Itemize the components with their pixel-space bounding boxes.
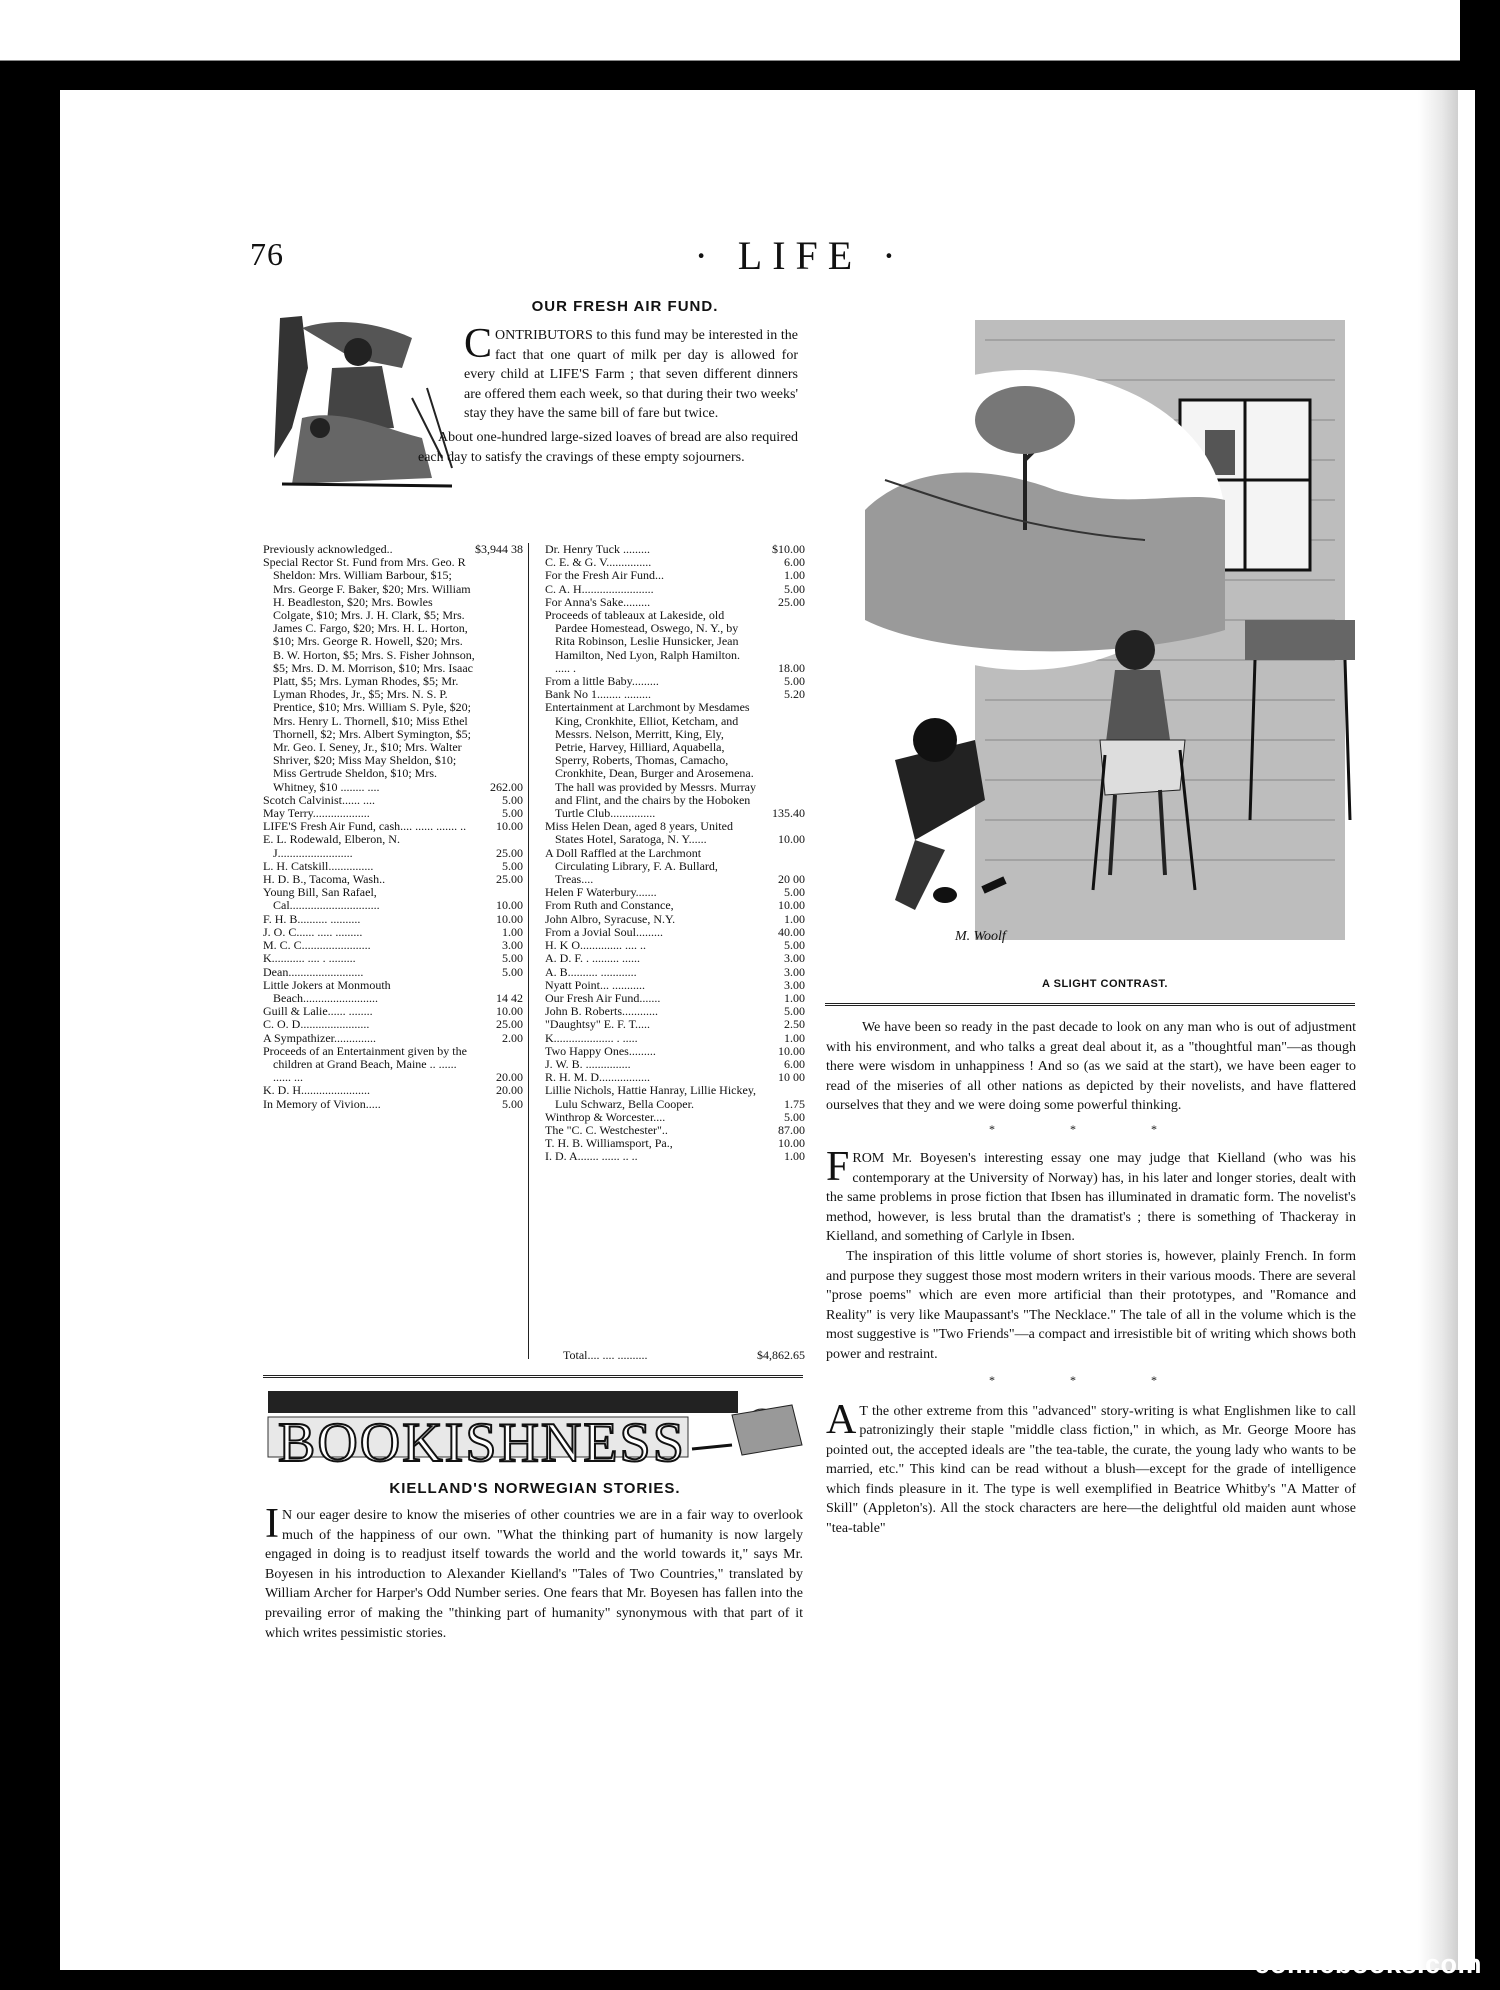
ledger-label: R. H. M. D................. xyxy=(545,1071,651,1085)
ledger-amount: 5.00 xyxy=(784,885,805,900)
ledger-label: H. D. B., Tacoma, Wash.. xyxy=(263,873,386,887)
ledger-row xyxy=(545,583,805,596)
ledger-label: Miss Helen Dean, aged 8 years, United States Hotel, Saratoga, N. Y...... xyxy=(545,820,733,847)
ledger-row xyxy=(545,1084,805,1110)
ledger-label: M. C. C....................... xyxy=(263,939,371,953)
ledger-amount: 5.00 xyxy=(502,964,523,979)
ledger-label: Our Fresh Air Fund....... xyxy=(545,991,661,1005)
fund-intro-text: ONTRIBUTORS to this fund may be interested in the fact that one quart of milk per day is allowed for every child at LIFE'S Farm ; that seven different dinners are offered them each week, so that during their two weeks' stay they have the same bill of fare but twice. xyxy=(464,328,798,422)
ledger-amount: 5.00 xyxy=(502,792,523,807)
ledger-amount: 5.00 xyxy=(784,1109,805,1124)
ledger-row xyxy=(263,1032,523,1045)
ledger-row xyxy=(263,556,523,794)
ledger-label: Proceeds of tableaux at Lakeside, old Pardee Homestead, Oswego, N. Y., by Rita Robinson, Leslie Hunsicker, Jean Hamilton, Ned Lyon, Ralph Hamilton. ..... . xyxy=(545,609,740,675)
right-p2: ROM Mr. Boyesen's interesting essay one may judge that Kielland (who was his contemporary at the University of Norway) has, in his later and longer stories, dealt with the same problems in prose fiction that Ibsen has illuminated in dramatic form. The novelist's method, however, is less brutal than the dramatist's ; there is something of Thackeray in Kielland, and something of Carlyle in Ibsen. xyxy=(826,1150,1356,1245)
ledger-label: Young Bill, San Rafael, Cal.............................. xyxy=(263,886,380,913)
ledger-row xyxy=(263,1018,523,1031)
ledger-label: J. W. B. ............... xyxy=(545,1057,631,1071)
ledger-label: From a little Baby......... xyxy=(545,675,659,689)
ledger-amount: 1.75 xyxy=(784,1096,805,1111)
ledger-label: Bank No 1........ ......... xyxy=(545,688,651,702)
ledger-amount: 1.00 xyxy=(784,990,805,1005)
ledger-row xyxy=(263,939,523,952)
ledger-row xyxy=(545,992,805,1005)
ledger-label: E. L. Rodewald, Elberon, N. J......................... xyxy=(263,833,400,860)
ledger-amount: 5.00 xyxy=(502,951,523,966)
ledger-row xyxy=(263,1098,523,1111)
ledger-label: J. O. C...... ..... ......... xyxy=(263,925,363,939)
right-p1: We have been so ready in the past decade to look on any man who is out of adjustment with his environment, and who talks a great deal about it, as a "thoughtful man"—as though there were wisdom in unhappiness ! And so (as we said at the start), we have been eager to read of the miseries of all other nations as depicted by their novelists, and have flattered ourselves that they and we were doing some powerful thinking. xyxy=(826,1020,1356,1114)
ledger-label: Entertainment at Larchmont by Mesdames King, Cronkhite, Elliot, Ketcham, and Messrs. Nelson, Merritt, King, Ely, Petrie, Harvey, Hilliard, Aquabella, Sperry, Roberts, Thomas, Camacho, Cronkhite, Dean, Burger and Arosemena. The hall was provided by Messrs. Murray and Flint, and the chairs by the Hoboken Turtle Club............... xyxy=(545,701,756,821)
ledger-label: John B. Roberts............ xyxy=(545,1005,659,1019)
ledger-row xyxy=(545,701,805,820)
ledger-amount: 1.00 xyxy=(784,568,805,583)
ledger-label: Guill & Lalie...... ........ xyxy=(263,1005,373,1019)
ledger-row xyxy=(263,833,523,859)
ledger-row xyxy=(545,847,805,887)
illustration-caption: A SLIGHT CONTRAST. xyxy=(1042,978,1168,990)
ledger-amount: 10.00 xyxy=(496,911,523,926)
ledger-label: L. H. Catskill............... xyxy=(263,859,374,873)
ledger-amount: 10 00 xyxy=(778,1070,805,1085)
ledger-row xyxy=(545,886,805,899)
ledger-label: Lillie Nichols, Hattie Hanray, Lillie Hickey, Lulu Schwarz, Bella Cooper. xyxy=(545,1084,757,1111)
ledger-amount: 6.00 xyxy=(784,1056,805,1071)
ledger-label: K. D. H....................... xyxy=(263,1084,370,1098)
ledger-label: H. K O.............. .... .. xyxy=(545,939,646,953)
ledger-amount: 5.20 xyxy=(784,687,805,702)
ledger-row xyxy=(545,1032,805,1045)
ledger-label: K.................... . ..... xyxy=(545,1031,638,1045)
ledger-label: Helen F Waterbury....... xyxy=(545,886,657,900)
ledger-label: Nyatt Point... ........... xyxy=(545,978,646,992)
ledger-row xyxy=(263,1045,523,1085)
ledger-amount: 25.00 xyxy=(496,1017,523,1032)
ledger-label: Winthrop & Worcester.... xyxy=(545,1110,666,1124)
ledger-row xyxy=(545,820,805,846)
ledger-row xyxy=(545,1005,805,1018)
ledger-label: C. A. H........................ xyxy=(545,582,654,596)
ledger-label: C. O. D....................... xyxy=(263,1018,370,1032)
right-p4: T the other extreme from this "advanced" story-writing is what Englishmen like to call patronizingly their staple "middle class fiction," in which, as Mr. George Moore has pointed out, the accepted ideals are "the tea-table, the curate, the young lady who wants to be married, etc." This kind can be read without a blush—except for the grade of intelligence which finds pleasure in it. The type is well exemplified in Beatrice Whitby's "A Matter of Skill" (Appleton's). All the stock characters are here—the delightful old maiden aunt whose "tea-table" xyxy=(826,1403,1356,1537)
fund-intro xyxy=(418,321,798,467)
ledger-amount: 25.00 xyxy=(496,845,523,860)
ledger-amount: 3.00 xyxy=(784,977,805,992)
page-number: 76 xyxy=(250,236,284,272)
scan-edge xyxy=(1460,0,1500,70)
ledger-label: For the Fresh Air Fund... xyxy=(545,569,665,583)
separator-stars-1: * * * xyxy=(989,1121,1193,1136)
ledger-amount: 2.00 xyxy=(502,1030,523,1045)
ledger-row xyxy=(545,952,805,965)
ledger-amount: $10.00 xyxy=(772,542,805,556)
ledger-amount: 14 42 xyxy=(496,990,523,1005)
ledger-label: In Memory of Vivion..... xyxy=(263,1097,381,1111)
page-spine-shadow xyxy=(1418,90,1458,1970)
books-heading: KIELLAND'S NORWEGIAN STORIES. xyxy=(389,1480,681,1497)
ledger-row xyxy=(263,966,523,979)
ledger-label: A Sympathizer.............. xyxy=(263,1031,376,1045)
ledger-row xyxy=(263,926,523,939)
ledger-label: K........... .... . ......... xyxy=(263,952,356,966)
ledger-row xyxy=(545,1018,805,1031)
ledger-amount: 5.00 xyxy=(784,1004,805,1019)
masthead: · LIFE · xyxy=(694,233,906,278)
ledger-row xyxy=(545,1124,805,1137)
ledger-amount: 1.00 xyxy=(502,924,523,939)
ledger-right-column xyxy=(545,543,805,1164)
ledger-label: F. H. B.......... .......... xyxy=(263,912,361,926)
ledger-row xyxy=(545,913,805,926)
ledger-label: From Ruth and Constance, xyxy=(545,899,674,913)
ledger-label: John Albro, Syracuse, N.Y. xyxy=(545,912,676,926)
previous-page-strip xyxy=(0,0,1475,61)
ledger-left-column xyxy=(263,543,523,1111)
fund-intro-p2: About one-hundred large-sized loaves of bread are also required each day to satisfy the cravings of these empty sojourners. xyxy=(418,429,798,465)
ledger-amount: 1.00 xyxy=(784,1149,805,1164)
right-p3: The inspiration of this little volume of short stories is, however, plainly French. In form and purpose they suggest those most modern writers in their various moods. There are several "prose poems" which are even more artificial than their prototypes, and "Romance and Reality" is very like Maupassant's "The Necklace." The tale of all in the volume which is the most suggestive is "Two Friends"—a compact and irresistible bit of writing which shows both power and restraint. xyxy=(826,1248,1356,1362)
ledger-label: Scotch Calvinist...... .... xyxy=(263,793,375,807)
caption-rule xyxy=(825,1003,1355,1006)
ledger-row xyxy=(545,966,805,979)
ledger-label: LIFE'S Fresh Air Fund, cash.... ...... ....... .. xyxy=(263,820,467,834)
right-column-text xyxy=(826,1018,1356,1539)
ledger-total xyxy=(545,1349,805,1362)
ledger-amount: 5.00 xyxy=(784,674,805,689)
ledger-label: Proceeds of an Entertainment given by the children at Grand Beach, Maine .. ...... ...... ... xyxy=(263,1044,467,1085)
ledger-amount: 10.00 xyxy=(778,1043,805,1058)
ledger-amount: 10.00 xyxy=(778,832,805,847)
ledger-amount: 135.40 xyxy=(772,806,805,821)
ledger-row xyxy=(263,952,523,965)
ledger-row xyxy=(545,556,805,569)
ledger-label: Dean......................... xyxy=(263,965,364,979)
ledger-amount: 3.00 xyxy=(784,951,805,966)
ledger-row xyxy=(545,675,805,688)
ledger-divider xyxy=(528,543,529,1359)
ledger-amount: 5.00 xyxy=(784,938,805,953)
ledger-label: For Anna's Sake......... xyxy=(545,595,651,609)
ledger-label: From a Jovial Soul......... xyxy=(545,925,664,939)
ledger-row xyxy=(545,596,805,609)
ledger-amount: 10.00 xyxy=(778,1136,805,1151)
illustration-signature: M. Woolf xyxy=(955,929,1006,944)
ledger-row xyxy=(545,926,805,939)
ledger-row xyxy=(545,1111,805,1124)
fund-dropcap: C xyxy=(464,321,493,367)
watermark: comicbooks.com xyxy=(1254,1949,1482,1979)
ledger-row xyxy=(545,979,805,992)
ledger-amount: 3.00 xyxy=(784,964,805,979)
ledger-amount: 10.00 xyxy=(778,898,805,913)
ledger-amount: 40.00 xyxy=(778,924,805,939)
ledger-label: A. D. F. . ......... ...... xyxy=(545,952,641,966)
ledger-row xyxy=(545,609,805,675)
ledger-row xyxy=(545,1045,805,1058)
ledger-row xyxy=(263,886,523,912)
ledger-total-label: Total.... .... .......... xyxy=(563,1349,648,1362)
ledger-row xyxy=(263,1005,523,1018)
bookishness-banner xyxy=(262,1385,807,1477)
ledger-row xyxy=(545,899,805,912)
ledger-row xyxy=(263,913,523,926)
ledger-amount: 3.00 xyxy=(502,938,523,953)
ledger-label: Little Jokers at Monmouth Beach......................... xyxy=(263,978,391,1005)
fund-heading: OUR FRESH AIR FUND. xyxy=(531,298,719,315)
ledger-amount: 1.00 xyxy=(784,911,805,926)
ledger-amount: 6.00 xyxy=(784,555,805,570)
ledger-label: C. E. & G. V............... xyxy=(545,556,652,570)
ledger-amount: 20.00 xyxy=(496,1083,523,1098)
ledger-label: Special Rector St. Fund from Mrs. Geo. R Sheldon: Mrs. William Barbour, $15; Mrs. George F. Baker, $20; Mrs. William H. Beadleston, $20; Mrs. Bowles Colgate, $10; Mrs. J. H. Clark, $5; Mrs. James C. Fargo, $20; Mrs. H. L. Horton, $10; Mrs. George R. Howell, $20; Mrs. B. W. Horton, $5; Mrs. S. Fisher Johnson, $5; Mrs. D. M. Morrison, $10; Mrs. Isaac Platt, $5; Mrs. Lyman Rhodes, $5; Mr. Lyman Rhodes, Jr., $5; Mrs. N. S. P. Prentice, $10; Mrs. William S. Pyle, $20; Mrs. Henry L. Thornell, $10; Miss Ethel Thornell, $2; Mrs. Albert Symington, $5; Mr. Geo. I. Seney, Jr., $10; Mrs. Walter Shriver, $20; Miss May Sheldon, $10; Miss Gertrude Sheldon, $10; Mrs. Whitney, $10 ........ .... xyxy=(263,556,475,794)
books-dropcap: I xyxy=(265,1501,279,1547)
ledger-amount: 2.50 xyxy=(784,1017,805,1032)
ledger-label: Two Happy Ones......... xyxy=(545,1044,656,1058)
right-p4-dropcap: A xyxy=(826,1396,857,1443)
ledger-amount: 10.00 xyxy=(496,1004,523,1019)
books-p1: N our eager desire to know the miseries of other countries we are in a fair way to overlook much of the happiness of our own. "What the thinking part of humanity is now largely engaged in doing is to readjust itself towards the world and the world towards it," says Mr. Boyesen in his introduction to Alexander Kielland's "Tales of Two Countries," translated by William Archer for Harper's Odd Number series. One fears that Mr. Boyesen has fallen into the prevailing error of making the "thinking part of humanity" synonymous with that part of it which writes pessimistic stories. xyxy=(265,1508,803,1641)
ledger-amount: $3,944 38 xyxy=(475,542,523,556)
ledger-row xyxy=(545,543,805,556)
ledger-row xyxy=(263,820,523,833)
ledger-amount: 87.00 xyxy=(778,1122,805,1137)
ledger-label: I. D. A....... ...... .. .. xyxy=(545,1150,638,1164)
ledger-row xyxy=(545,1071,805,1084)
ledger-amount: 262.00 xyxy=(490,779,523,794)
ledger-label: Dr. Henry Tuck ......... xyxy=(545,543,651,556)
ledger-label: T. H. B. Williamsport, Pa., xyxy=(545,1137,673,1151)
section-rule xyxy=(263,1375,803,1378)
ledger-amount: 5.00 xyxy=(502,1096,523,1111)
ledger-row xyxy=(545,1058,805,1071)
ledger-amount: 1.00 xyxy=(784,1030,805,1045)
ledger-label: A. B.......... ............ xyxy=(545,965,637,979)
ledger-row xyxy=(263,979,523,1005)
ledger-amount: 10.00 xyxy=(496,819,523,834)
ledger-row xyxy=(545,939,805,952)
ledger-amount: 25.00 xyxy=(778,594,805,609)
ledger-row xyxy=(263,1084,523,1097)
separator-stars-2: * * * xyxy=(989,1372,1193,1387)
ledger-amount: 18.00 xyxy=(778,660,805,675)
right-p2-dropcap: F xyxy=(826,1143,850,1190)
ledger-total-amount: $4,862.65 xyxy=(757,1348,805,1362)
ledger-label: The "C. C. Westchester".. xyxy=(545,1123,668,1137)
ledger-amount: 5.00 xyxy=(502,858,523,873)
ledger-row xyxy=(545,1137,805,1150)
ledger-label: A Doll Raffled at the Larchmont Circulating Library, F. A. Bullard, Treas.... xyxy=(545,846,718,887)
ledger-row xyxy=(263,873,523,886)
ledger-amount: 5.00 xyxy=(502,806,523,821)
ledger-label: Previously acknowledged.. xyxy=(263,543,393,556)
ledger-row xyxy=(263,807,523,820)
ledger-row xyxy=(545,569,805,582)
slight-contrast-illustration xyxy=(825,300,1355,968)
ledger-label: "Daughtsy" E. F. T..... xyxy=(545,1018,651,1032)
banner-title: BOOKISHNESS xyxy=(278,1412,686,1474)
ledger-amount: 10.00 xyxy=(496,898,523,913)
ledger-amount: 25.00 xyxy=(496,872,523,887)
ledger-amount: 20.00 xyxy=(496,1070,523,1085)
ledger-label: May Terry................... xyxy=(263,807,370,821)
ledger-row xyxy=(545,1150,805,1163)
ledger-amount: 5.00 xyxy=(784,581,805,596)
books-text xyxy=(263,1501,803,1643)
ledger-row xyxy=(545,688,805,701)
ledger-row xyxy=(263,794,523,807)
ledger-row xyxy=(263,543,523,556)
ledger-amount: 20 00 xyxy=(778,872,805,887)
ledger-row xyxy=(263,860,523,873)
